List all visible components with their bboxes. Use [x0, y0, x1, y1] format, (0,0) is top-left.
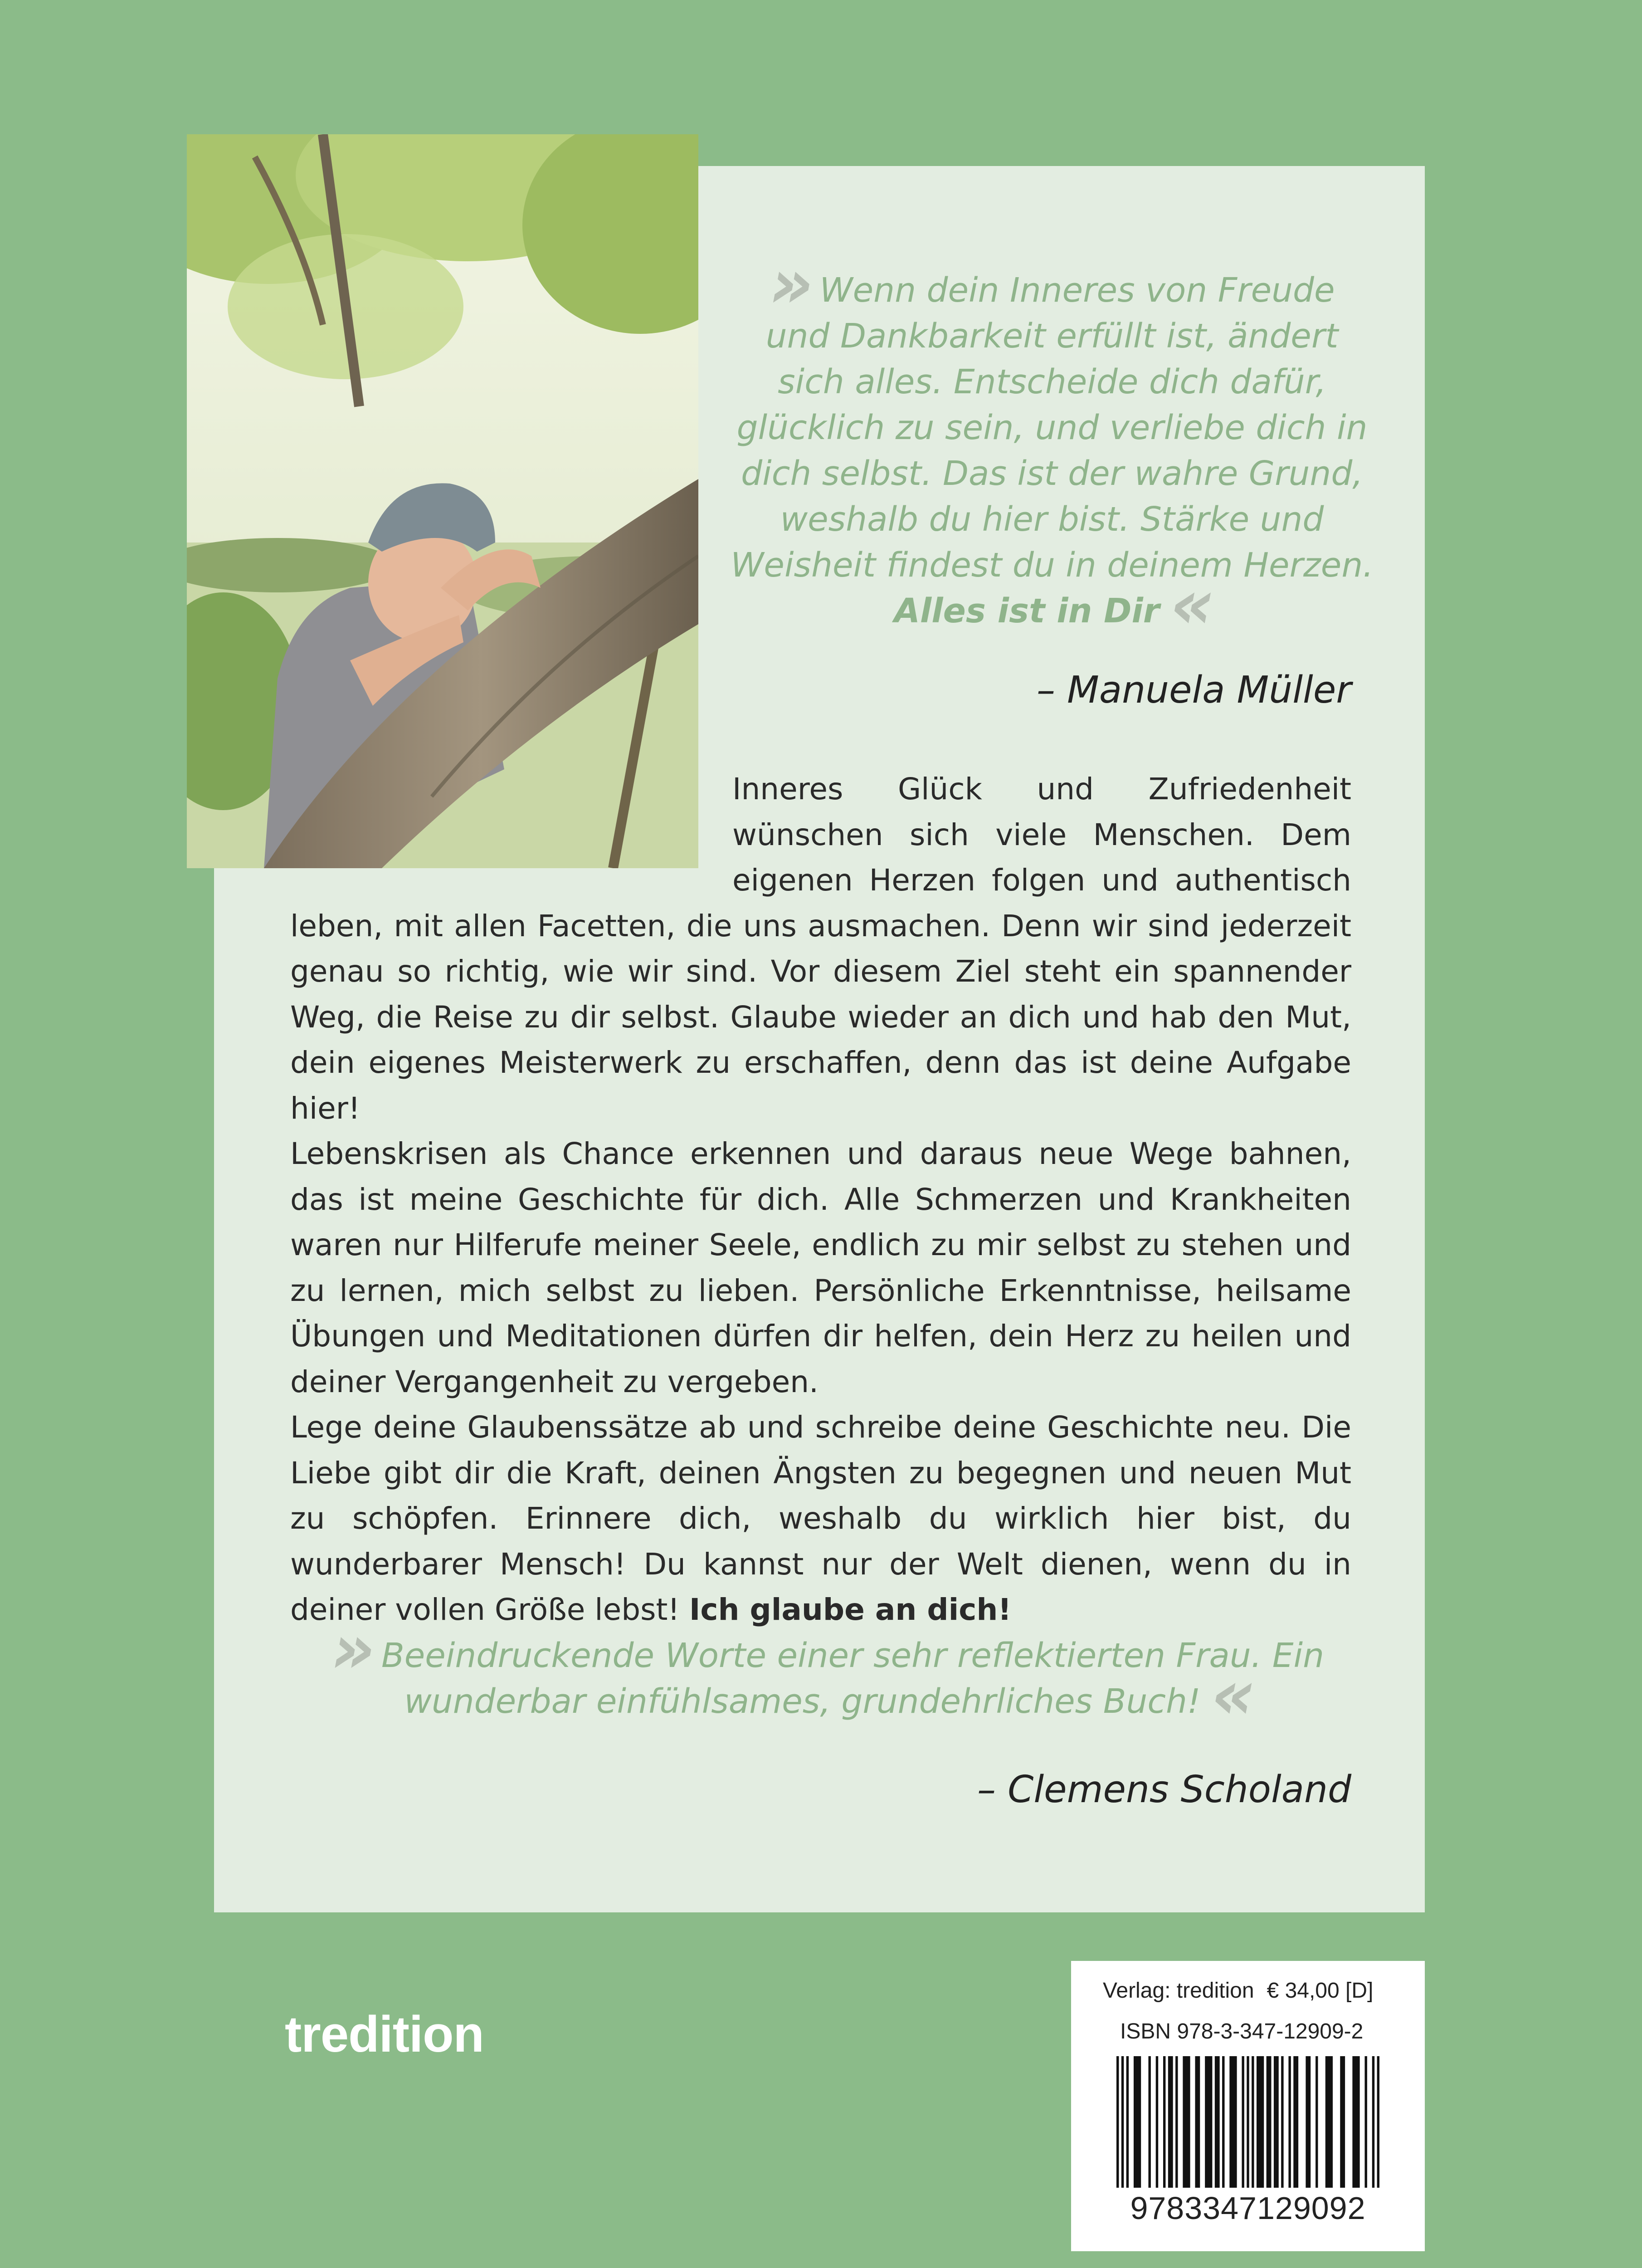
- price-label: € 34,00 [D]: [1267, 1979, 1374, 2003]
- barcode-icon: [1116, 2056, 1379, 2188]
- publisher-label: Verlag: tredition: [1103, 1979, 1254, 2003]
- blurb-paragraph: [290, 1405, 1351, 1633]
- blurb-paragraph: Inneres Glück und Zufriedenheit wünschen sich viele Menschen. Dem eigenen Herzen folgen und authentisch leben, mit allen Facetten, die uns ausmachen. Denn wir sind jederzeit genau so richtig, wie wir sind. Vor diesem Ziel steht ein spannender Weg, die Reise zu dir selbst. Glaube wieder an dich und hab den Mut, dein eigenes Meisterwerk zu erschaffen, denn das ist deine Aufgabe hier!: [290, 772, 1351, 1126]
- review-quote: [317, 1610, 1338, 1735]
- author-quote: [730, 244, 1374, 644]
- barcode-number: 9783347129092: [1130, 2190, 1366, 2226]
- blurb-sentence: Lege deine Glaubenssätze ab und schreibe deine Geschichte neu. Die Liebe gibt dir die Kraft, deinen Ängsten zu begegnen und neuen Mut zu schöpfen. Erinnere dich, weshalb du wirklich hier bist, du wunderbarer Mensch! Du kannst nur der Welt dienen, wenn du in deiner vollen Größe lebst!: [290, 1410, 1351, 1627]
- blurb-paragraph: Lebenskrisen als Chance erkennen und daraus neue Wege bahnen, das ist meine Geschichte für dich. Alle Schmerzen und Krankheiten waren nur Hilferufe meiner Seele, endlich zu mir selbst zu stehen und zu lernen, mich selbst zu lieben. Persönliche Erkenntnisse, heilsame Übungen und Meditationen dürfen dir helfen, dein Herz zu heilen und deiner Vergangenheit zu vergeben.: [290, 1136, 1351, 1399]
- close-quote-mark: «: [1211, 1656, 1251, 1735]
- isbn-box: [1071, 1961, 1425, 2251]
- open-quote-mark: »: [769, 244, 809, 323]
- blurb-text: [290, 767, 1351, 1633]
- open-quote-mark: »: [331, 1610, 371, 1689]
- quote-line: wunderbar einfühlsames, grundehrliches Buch!: [404, 1682, 1201, 1721]
- quote-line: glücklich zu sein, und verliebe dich in: [736, 408, 1368, 447]
- review-attribution: – Clemens Scholand: [977, 1768, 1351, 1811]
- quote-line: Beeindruckende Worte einer sehr reflektierten Frau. Ein: [381, 1636, 1325, 1675]
- quote-attribution: – Manuela Müller: [1037, 669, 1351, 712]
- photo-spacer: [290, 767, 732, 903]
- quote-line: und Dankbarkeit erfüllt ist, ändert: [765, 317, 1339, 356]
- quote-line: weshalb du hier bist. Stärke und: [780, 500, 1324, 539]
- publisher-logo: tredition: [285, 2006, 484, 2063]
- isbn-label: ISBN 978-3-347-12909-2: [1120, 2019, 1364, 2043]
- woman-hugging-tree-photo: [187, 134, 698, 868]
- close-quote-mark: «: [1170, 565, 1210, 644]
- quote-line: dich selbst. Das ist der wahre Grund,: [741, 454, 1363, 493]
- quote-closing: Alles ist in Dir: [894, 591, 1160, 631]
- quote-line: Wenn dein Inneres von Freude: [819, 271, 1335, 310]
- blurb-bold-closing: Ich glaube an dich!: [689, 1592, 1012, 1627]
- quote-line: sich alles. Entscheide dich dafür,: [778, 362, 1326, 401]
- quote-line: Weisheit findest du in deinem Herzen.: [731, 546, 1374, 585]
- publisher-price-line: [1103, 1978, 1373, 2003]
